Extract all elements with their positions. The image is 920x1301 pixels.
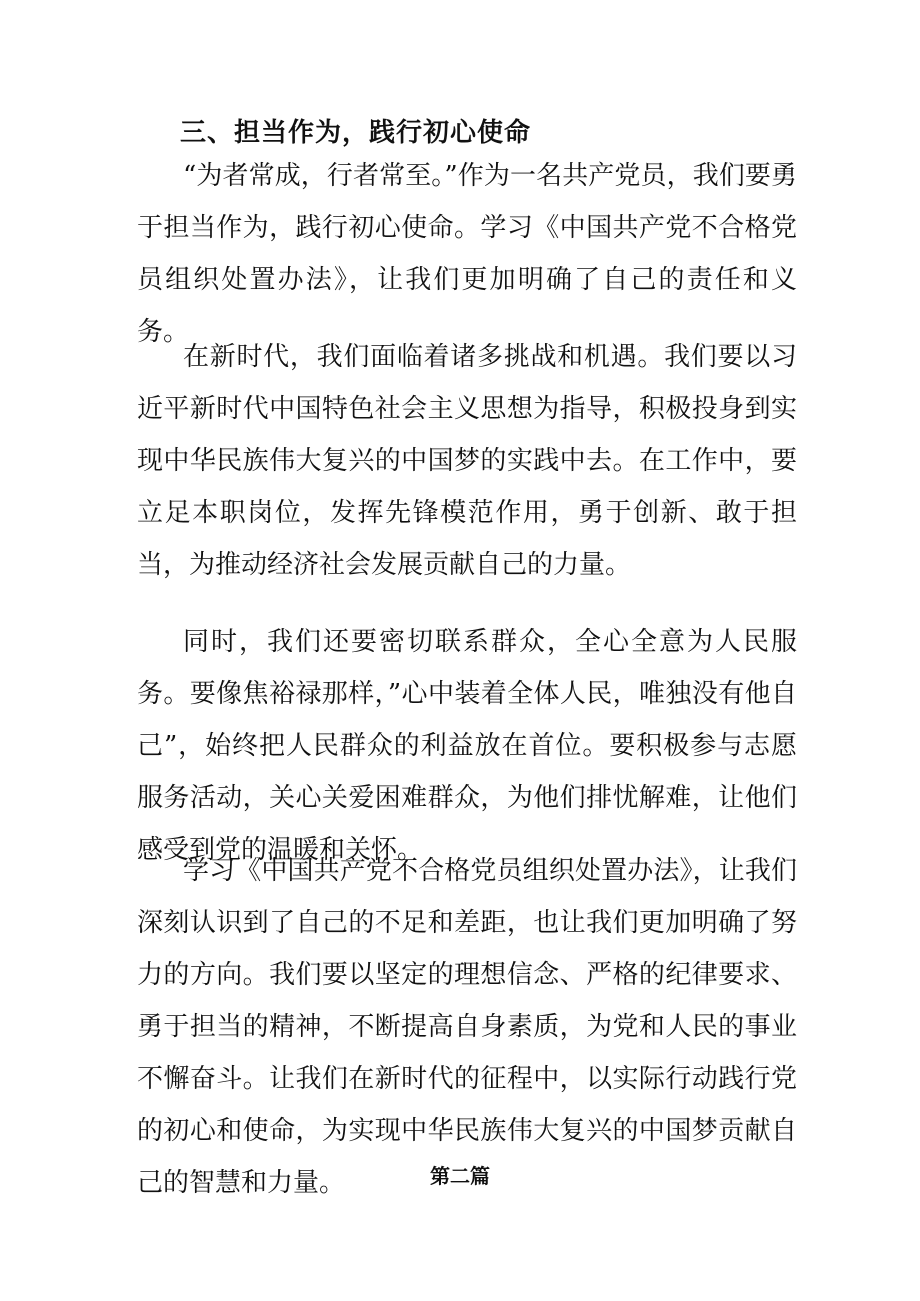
section-heading: 三、担当作为，践行初心使命 — [180, 118, 532, 148]
next-section-title: 第二篇 — [430, 1164, 490, 1188]
paragraph-1: “为者常成，行者常至。”作为一名共产党员，我们要勇于担当作为，践行初心使命。学习《中国共产党不合格党员组织处置办法》，让我们更加明确了自己的责任和义务。 — [137, 161, 797, 347]
paragraph-3: 同时，我们还要密切联系群众，全心全意为人民服务。要像焦裕禄那样，”心中装着全体人民，唯独没有他自己”，始终把人民群众的利益放在首位。要积极参与志愿服务活动，关心关爱困难群众，为他们排忧解难，让他们感受到党的温暖和关怀。 — [137, 627, 797, 865]
paragraph-2: 在新时代，我们面临着诸多挑战和机遇。我们要以习近平新时代中国特色社会主义思想为指导，积极投身到实现中华民族伟大复兴的中国梦的实践中去。在工作中，要立足本职岗位，发挥先锋模范作用，勇于创新、敢于担当，为推动经济社会发展贡献自己的力量。 — [137, 342, 797, 580]
paragraph-4: 学习《中国共产党不合格党员组织处置办法》，让我们深刻认识到了自己的不足和差距，也让我们更加明确了努力的方向。我们要以坚定的理想信念、严格的纪律要求、勇于担当的精神，不断提高自身素质，为党和人民的事业不懈奋斗。让我们在新时代的征程中，以实际行动践行党的初心和使命，为实现中华民族伟大复兴的中国梦贡献自己的智慧和力量。 — [137, 856, 797, 1198]
